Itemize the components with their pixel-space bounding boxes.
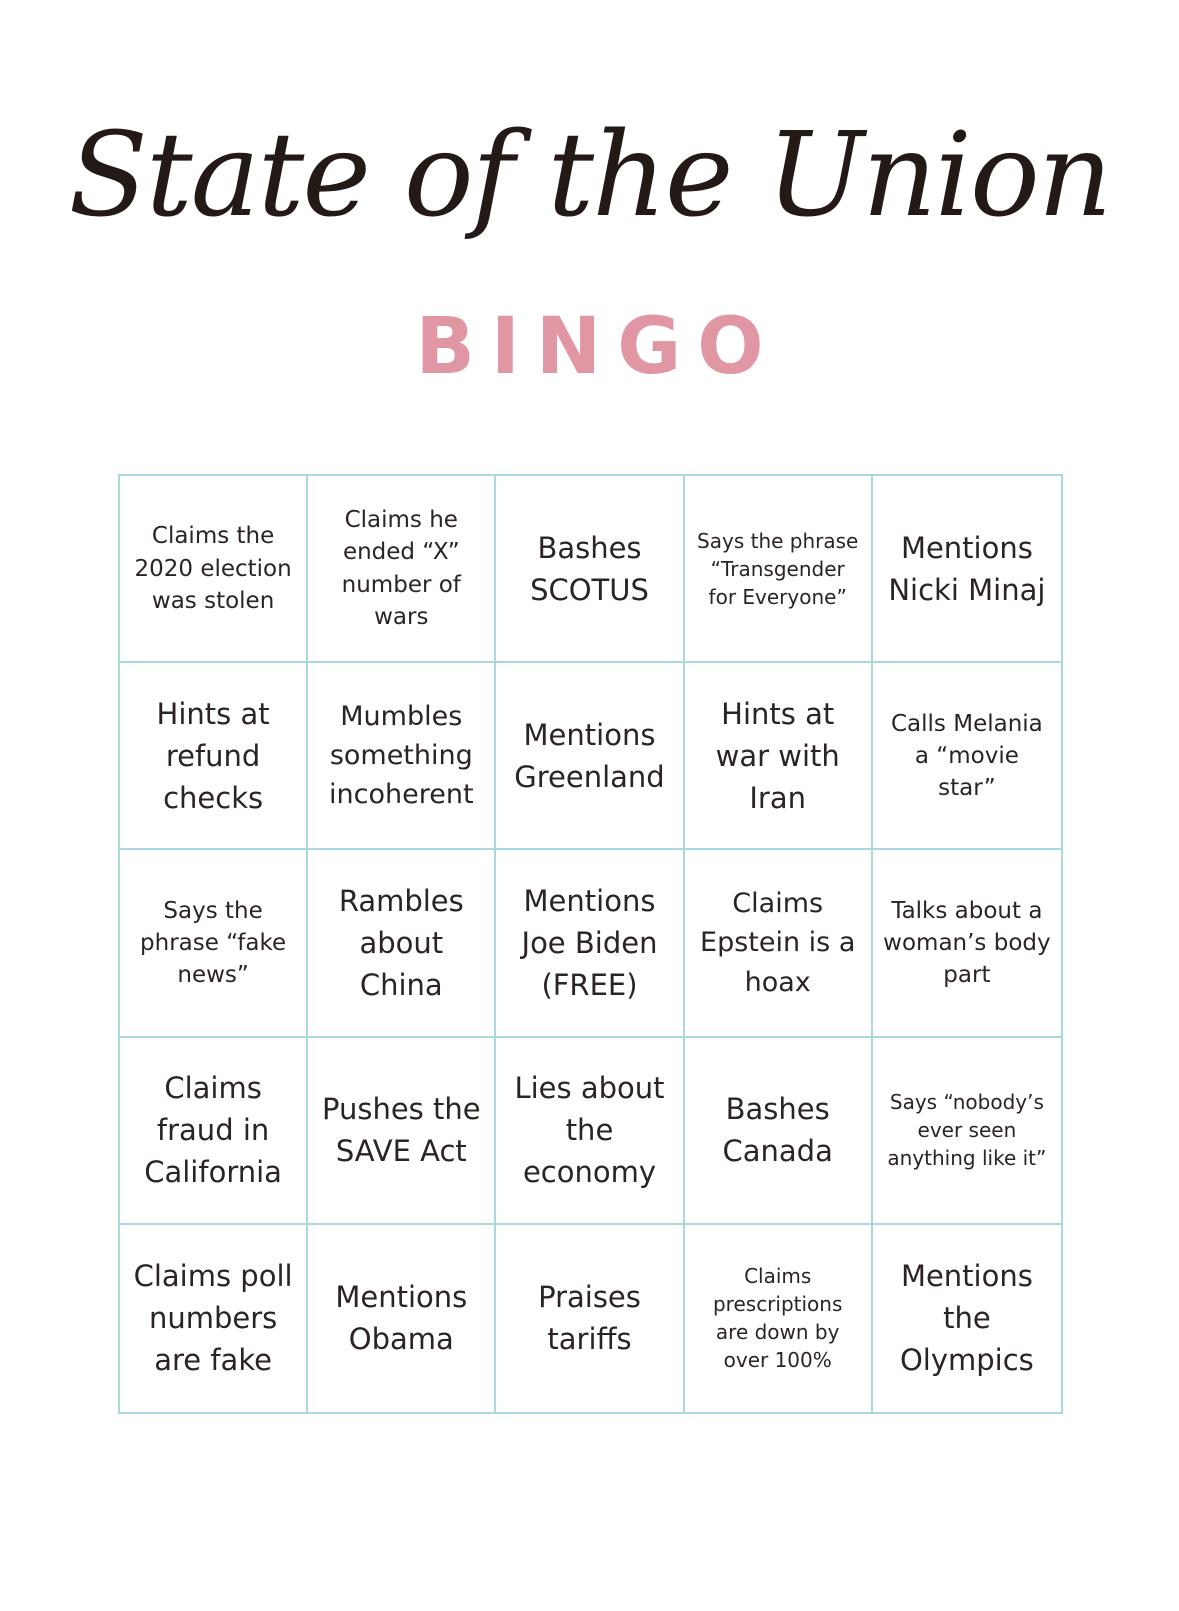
- bingo-cell: Claims fraud in California: [120, 1038, 308, 1225]
- bingo-cell: Bashes Canada: [685, 1038, 873, 1225]
- bingo-board: [118, 474, 1063, 1414]
- bingo-cell: Hints at refund checks: [120, 663, 308, 850]
- bingo-cell: Mumbles something incoherent: [308, 663, 496, 850]
- bingo-cell: Lies about the economy: [496, 1038, 684, 1225]
- bingo-cell: Rambles about China: [308, 850, 496, 1037]
- bingo-cell: Claims poll numbers are fake: [120, 1225, 308, 1412]
- bingo-cell: Claims Epstein is a hoax: [685, 850, 873, 1037]
- bingo-cell: Pushes the SAVE Act: [308, 1038, 496, 1225]
- bingo-cell: Bashes SCOTUS: [496, 476, 684, 663]
- bingo-cell: Mentions Joe Biden (FREE): [496, 850, 684, 1037]
- bingo-cell: Calls Melania a “movie star”: [873, 663, 1061, 850]
- bingo-cell: Says the phrase “Transgender for Everyone”: [685, 476, 873, 663]
- bingo-cell: Claims prescriptions are down by over 100%: [685, 1225, 873, 1412]
- bingo-cell: Says “nobody’s ever seen anything like it”: [873, 1038, 1061, 1225]
- bingo-cell: Mentions Obama: [308, 1225, 496, 1412]
- bingo-cell: Claims he ended “X” number of wars: [308, 476, 496, 663]
- bingo-cell: Talks about a woman’s body part: [873, 850, 1061, 1037]
- bingo-cell: Says the phrase “fake news”: [120, 850, 308, 1037]
- bingo-cell: Praises tariffs: [496, 1225, 684, 1412]
- bingo-cell: Hints at war with Iran: [685, 663, 873, 850]
- bingo-cell: Mentions the Olympics: [899, 1259, 1034, 1378]
- bingo-cell: Claims the 2020 election was stolen: [120, 476, 308, 663]
- title-script: State of the Union: [68, 108, 1111, 243]
- title-bingo: BINGO: [415, 302, 780, 392]
- bingo-cell: Mentions Nicki Minaj: [873, 476, 1061, 663]
- bingo-cell: Mentions Greenland: [496, 663, 684, 850]
